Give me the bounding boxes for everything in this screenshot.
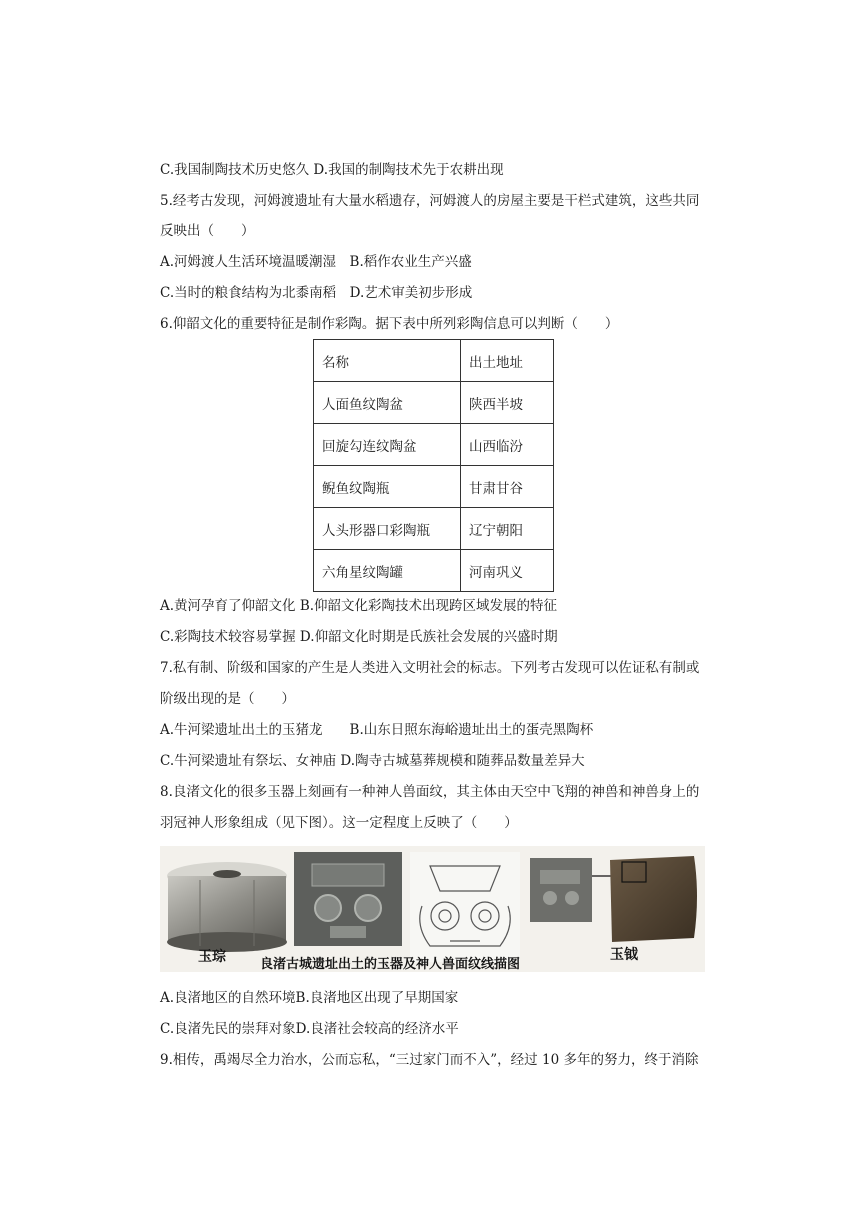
text-line: 羽冠神人形象组成（见下图）。这一定程度上反映了（ ） [160,815,518,831]
jade-yue-label: 玉钺 [610,947,638,963]
question-7: 7.私有制、阶级和国家的产生是人类进入文明社会的标志。下列考古发现可以佐证私有制或 [160,660,700,676]
table-header-cell: 名称 [314,340,461,382]
option-line: C.当时的粮食结构为北黍南稻 D.艺术审美初步形成 [160,285,473,301]
option-line: A.牛河梁遗址出土的玉猪龙 B.山东日照东海峪遗址出土的蛋壳黑陶杯 [160,722,594,738]
text-line: C.我国制陶技术历史悠久 D.我国的制陶技术先于农耕出现 [160,162,504,178]
table-cell: 鲵鱼纹陶瓶 [314,466,461,508]
table-cell: 河南巩义 [461,550,554,592]
motif-line-drawing [410,852,520,962]
table-cell: 甘肃甘谷 [461,466,554,508]
option-line: A.黄河孕育了仰韶文化 B.仰韶文化彩陶技术出现跨区域发展的特征 [160,598,558,614]
table-cell: 辽宁朝阳 [461,508,554,550]
table-header-cell: 出土地址 [461,340,554,382]
table-cell: 人面鱼纹陶盆 [314,382,461,424]
liangzhu-jade-figure [160,846,705,972]
table-header-row [314,340,554,382]
option-line: C.彩陶技术较容易掌握 D.仰韶文化时期是氏族社会发展的兴盛时期 [160,629,558,645]
table-row [314,508,554,550]
table-cell: 人头形器口彩陶瓶 [314,508,461,550]
table-cell: 六角星纹陶罐 [314,550,461,592]
question-8: 8.良渚文化的很多玉器上刻画有一种神人兽面纹，其主体由天空中飞翔的神兽和神兽身上的 [160,784,700,800]
table-row [314,466,554,508]
option-line: C.良渚先民的崇拜对象D.良渚社会较高的经济水平 [160,1021,459,1037]
table-cell: 回旋勾连纹陶盆 [314,424,461,466]
figure-caption: 良渚古城遗址出土的玉器及神人兽面纹线描图 [260,957,521,972]
jade-cong-image [167,862,287,952]
option-line: A.良渚地区的自然环境B.良渚地区出现了早期国家 [160,990,459,1006]
option-line: A.河姆渡人生活环境温暖潮湿 B.稻作农业生产兴盛 [160,254,472,270]
carved-detail-image [530,858,622,922]
carved-face-image [294,852,402,946]
table-row [314,550,554,592]
text-line: 反映出（ ） [160,223,255,239]
jade-yue-image [610,856,697,942]
question-9: 9.相传，禹竭尽全力治水，公而忘私，“三过家门而不入”，经过 10 多年的努力，终于消除 [160,1052,699,1068]
table-row [314,382,554,424]
pottery-table [313,339,554,592]
table-row [314,424,554,466]
question-5: 5.经考古发现，河姆渡遗址有大量水稻遗存，河姆渡人的房屋主要是干栏式建筑，这些共同 [160,193,700,209]
table-cell: 山西临汾 [461,424,554,466]
jade-cong-label: 玉琮 [198,949,226,965]
table-cell: 陕西半坡 [461,382,554,424]
option-line: C.牛河梁遗址有祭坛、女神庙 D.陶寺古城墓葬规模和随葬品数量差异大 [160,753,585,769]
text-line: 阶级出现的是（ ） [160,691,295,707]
question-6: 6.仰韶文化的重要特征是制作彩陶。据下表中所列彩陶信息可以判断（ ） [160,316,619,332]
